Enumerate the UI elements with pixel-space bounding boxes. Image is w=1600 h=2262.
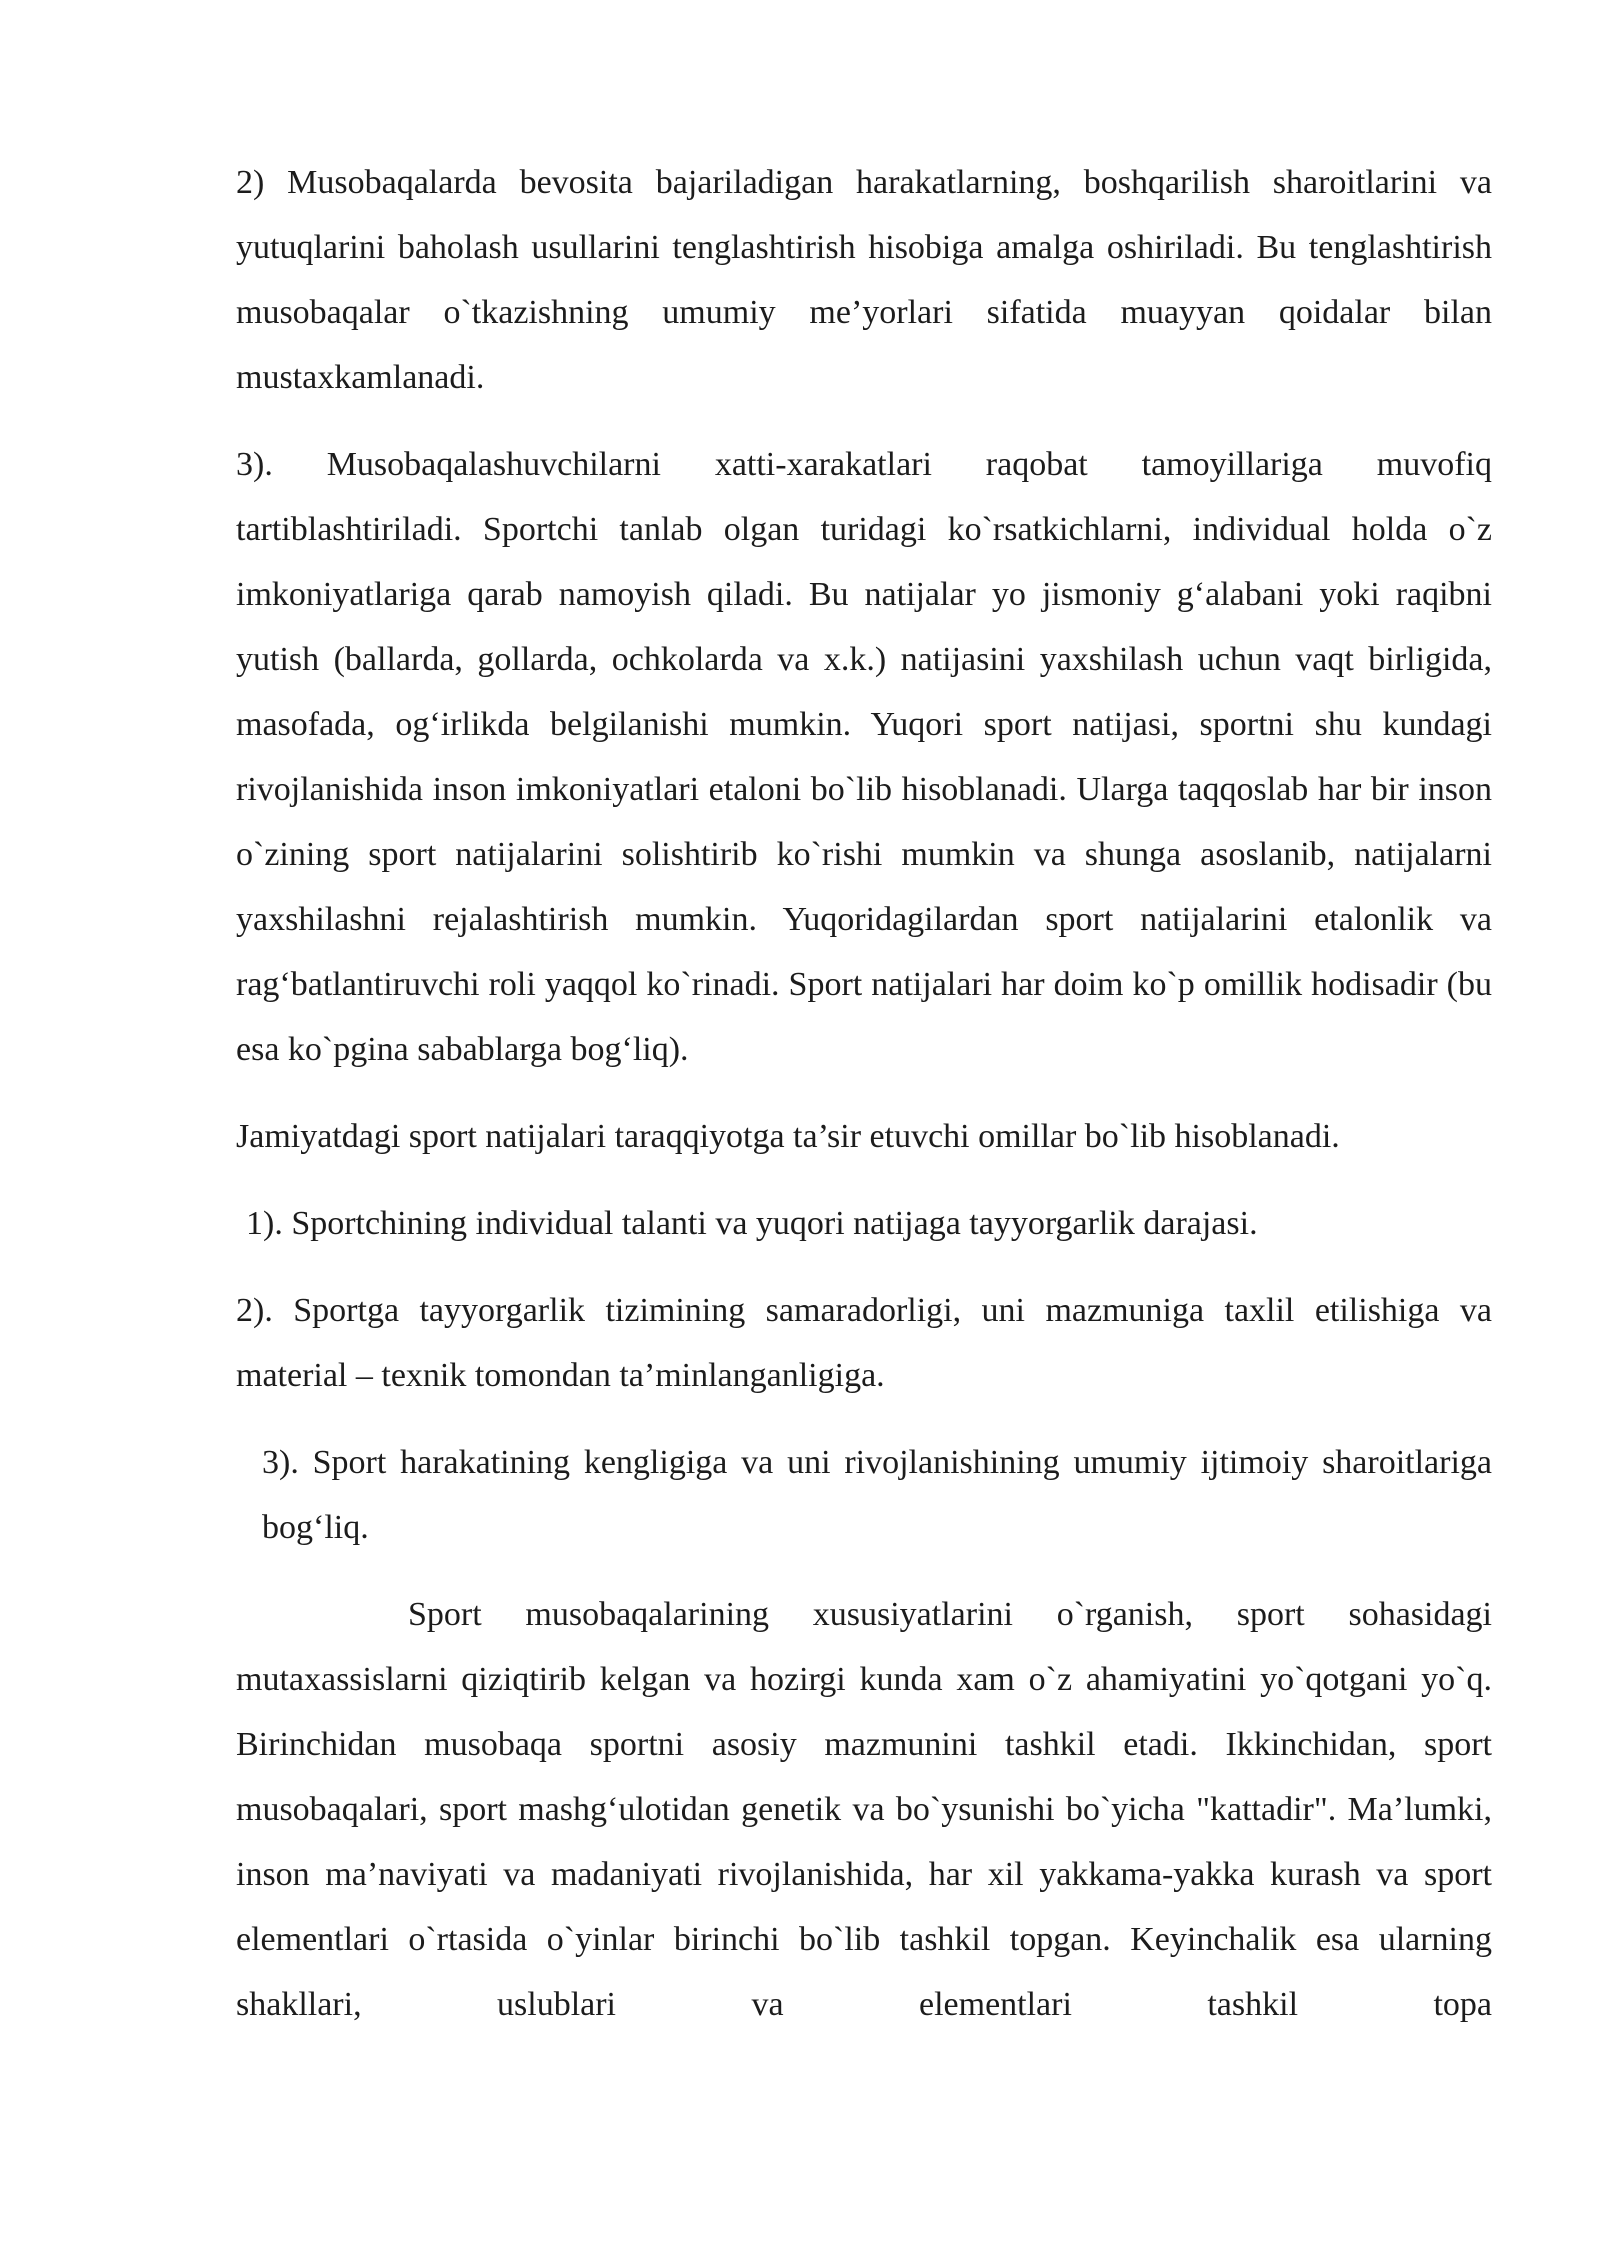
paragraph-factor-1: 1). Sportchining individual talanti va yuqori natijaga tayyorgarlik darajasi. xyxy=(246,1205,1258,1242)
paragraph-competition-equalization: 2) Musobaqalarda bevosita bajariladigan harakatlarning, boshqarilish sharoitlarini va yutuqlarini baholash usullarini tenglashtirish hisobiga amalga oshiriladi. Bu tenglashtirish musobaqalar o`tkazishning umumiy me’yorlari sifatida muayyan qoidalar bilan mustaxkamlanadi. xyxy=(236,164,1492,396)
paragraph-factors-intro: Jamiyatdagi sport natijalari taraqqiyotga ta’sir etuvchi omillar bo`lib hisoblanadi. xyxy=(236,1118,1340,1155)
paragraph-competitor-actions: 3). Musobaqalashuvchilarni xatti-xarakatlari raqobat tamoyillariga muvofiq tartiblashtiriladi. Sportchi tanlab olgan turidagi ko`rsatkichlarni, individual holda o`z imkoniyatlariga qarab namoyish qiladi. Bu natijalar yo jismoniy g‘alabani yoki raqibni yutish (ballarda, gollarda, ochkolarda va x.k.) natijasini yaxshilash uchun vaqt birligida, masofada, og‘irlikda belgilanishi mumkin. Yuqori sport natijasi, sportni shu kundagi rivojlanishida inson imkoniyatlari etaloni bo`lib hisoblanadi. Ularga taqqoslab har bir inson o`zining sport natijalarini solishtirib ko`rishi mumkin va shunga asoslanib, natijalarni yaxshilashni rejalashtirish mumkin. Yuqoridagilardan sport natijalarini etalonlik va rag‘batlantiruvchi roli yaqqol ko`rinadi. Sport natijalari har doim ko`p omillik hodisadir (bu esa ko`pgina sabablarga bog‘liq). xyxy=(236,446,1492,1068)
paragraph-competition-features: Sport musobaqalarining xususiyatlarini o`rganish, sport sohasidagi mutaxassislarni qiziqtirib kelgan va hozirgi kunda xam o`z ahamiyatini yo`qotgani yo`q. Birinchidan musobaqa sportni asosiy mazmunini tashkil etadi. Ikkinchidan, sport musobaqalari, sport mashg‘ulotidan genetik va bo`ysunishi bo`yicha "kattadir". Ma’lumki, inson ma’naviyati va madaniyati rivojlanishida, har xil yakkama-yakka kurash va sport elementlari o`rtasida o`yinlar birinchi bo`lib tashkil topgan. Keyinchalik esa ularning shakllari, uslublari va elementlari tashkil topa xyxy=(236,1596,1492,2023)
paragraph-factor-2: 2). Sportga tayyorgarlik tizimining samaradorligi, uni mazmuniga taxlil etilishiga va material – texnik tomondan ta’minlanganligiga. xyxy=(236,1292,1492,1394)
document-page xyxy=(236,150,1492,2059)
paragraph-factor-3: 3). Sport harakatining kengligiga va uni rivojlanishining umumiy ijtimoiy sharoitlariga bog‘liq. xyxy=(262,1444,1492,1546)
